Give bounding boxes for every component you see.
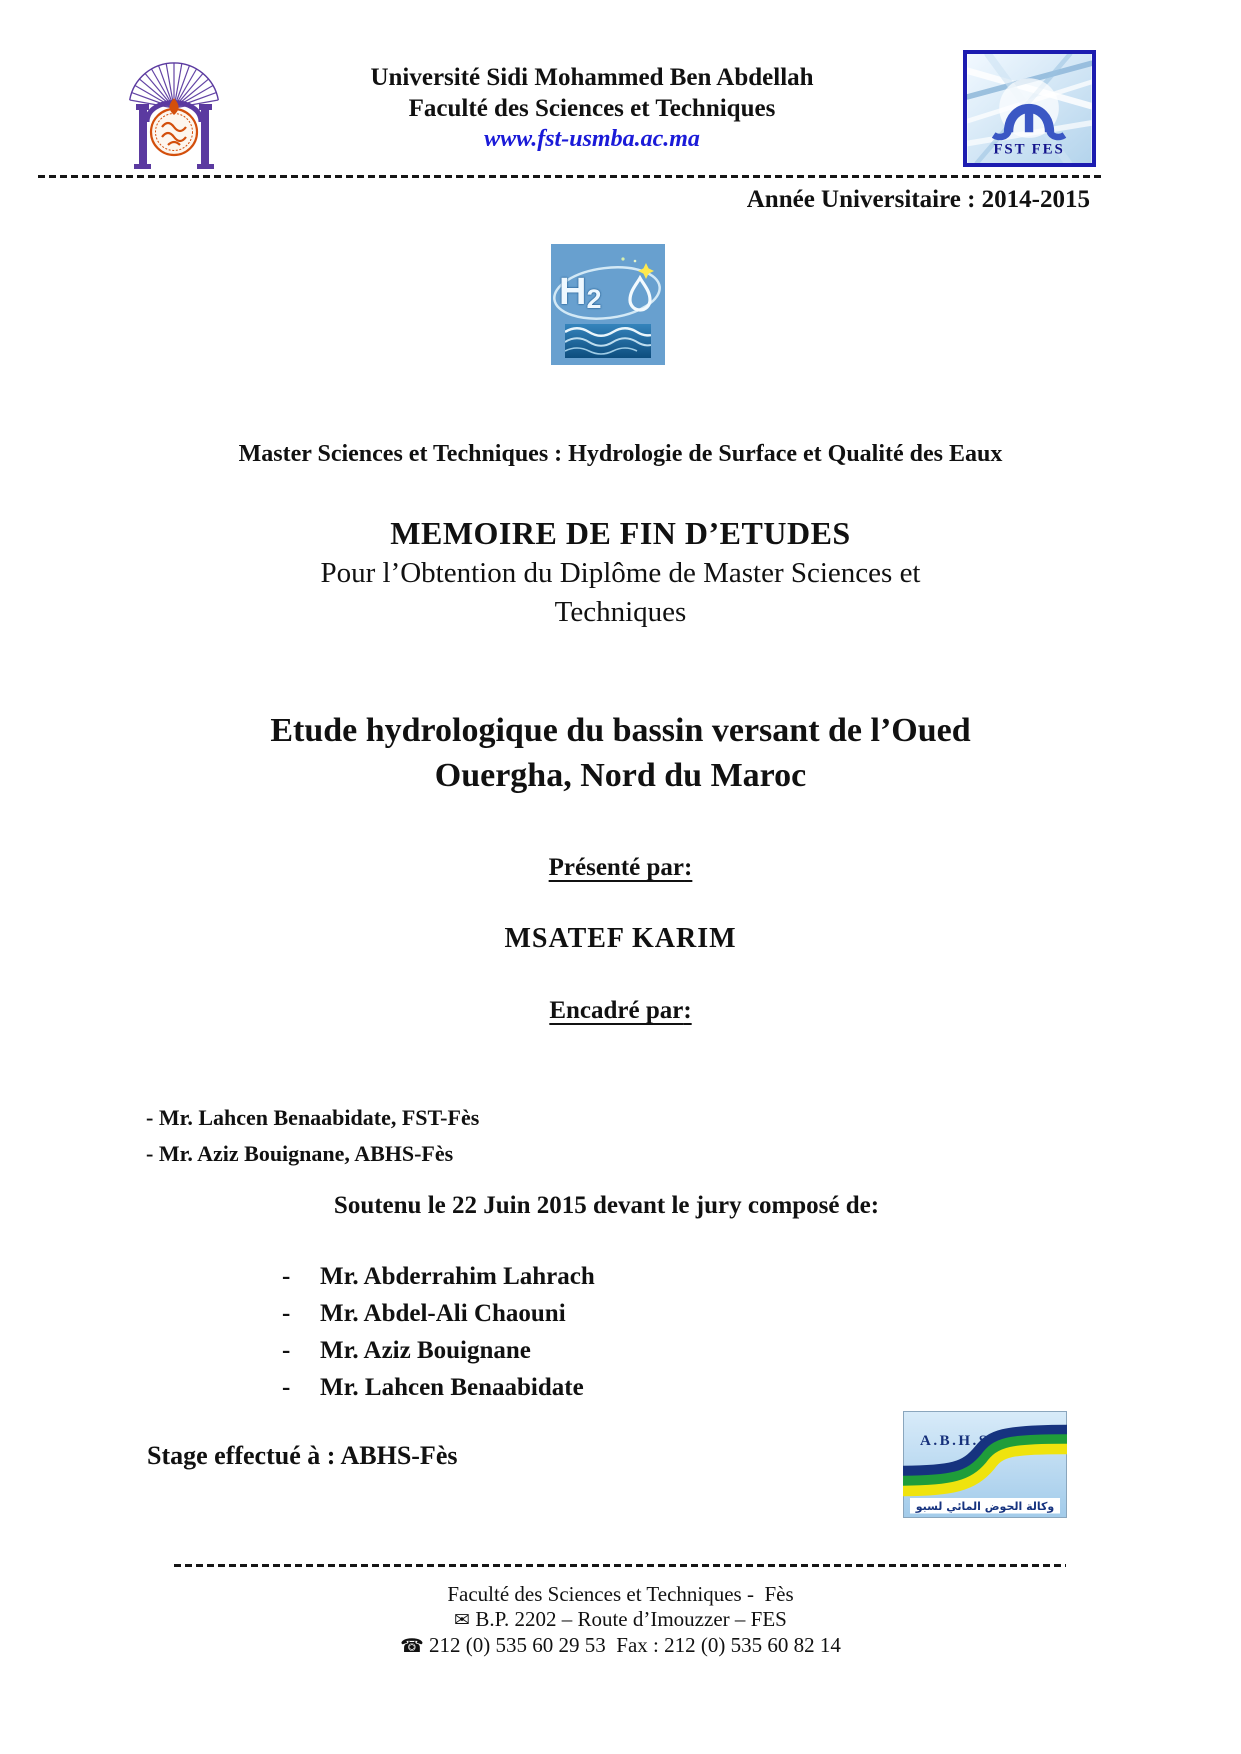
program-title: Master Sciences et Techniques : Hydrologie de Surface et Qualité des Eaux bbox=[238, 441, 1003, 467]
faculty-name: Faculté des Sciences et Techniques bbox=[408, 95, 776, 122]
academic-year: Année Universitaire : 2014-2015 bbox=[746, 186, 1090, 213]
header-identity-block bbox=[222, 62, 962, 155]
jury-item bbox=[282, 1258, 595, 1295]
jury-bullet: - bbox=[282, 1374, 291, 1401]
jury-bullet: - bbox=[282, 1337, 291, 1364]
jury-bullet: - bbox=[282, 1300, 291, 1327]
abhs-acronym: A.B.H.S bbox=[920, 1433, 990, 1449]
footer-address-line: ✉ B.P. 2202 – Route d’Imouzzer – FES bbox=[454, 1607, 787, 1631]
memoire-subtitle-line1: Pour l’Obtention du Diplôme de Master Sciences et bbox=[320, 557, 921, 589]
supervisor-item: - Mr. Aziz Bouignane, ABHS-Fès bbox=[146, 1141, 454, 1166]
internship-line: Stage effectué à : ABHS-Fès bbox=[147, 1441, 458, 1470]
jury-member-name: Mr. Abderrahim Lahrach bbox=[320, 1263, 595, 1290]
jury-item bbox=[282, 1295, 595, 1332]
footer-phone-line: ☎ 212 (0) 535 60 29 53 Fax : 212 (0) 535 60 82 14 bbox=[400, 1633, 841, 1657]
waves-icon bbox=[565, 324, 651, 358]
usmba-emblem-icon bbox=[126, 58, 222, 172]
abhs-logo-icon bbox=[903, 1411, 1067, 1518]
university-name: Université Sidi Mohammed Ben Abdellah bbox=[370, 64, 814, 91]
envelope-icon: ✉ bbox=[454, 1609, 471, 1631]
supervisor-list bbox=[146, 1100, 479, 1172]
thesis-title-line2: Ouergha, Nord du Maroc bbox=[434, 757, 807, 794]
supervisor-item: - Mr. Lahcen Benaabidate, FST-Fès bbox=[146, 1105, 480, 1130]
memoire-heading: MEMOIRE DE FIN D’ETUDES bbox=[390, 515, 851, 551]
footer-divider bbox=[174, 1564, 1066, 1567]
presented-by-label: Présenté par: bbox=[548, 854, 693, 881]
jury-bullet: - bbox=[282, 1263, 291, 1290]
jury-item bbox=[282, 1369, 595, 1406]
website-link[interactable]: www.fst-usmba.ac.ma bbox=[484, 126, 700, 152]
footer-faculty-line: Faculté des Sciences et Techniques - Fès bbox=[447, 1582, 794, 1606]
abhs-arabic-caption: وكالة الحوض المائي لسبو bbox=[915, 1500, 1055, 1513]
jury-list bbox=[282, 1258, 595, 1406]
jury-item bbox=[282, 1332, 595, 1369]
memoire-subtitle-line2: Techniques bbox=[554, 596, 687, 628]
thesis-title-line1: Etude hydrologique du bassin versant de l’Oued bbox=[270, 712, 971, 749]
footer-block bbox=[0, 1582, 1241, 1659]
jury-member-name: Mr. Aziz Bouignane bbox=[320, 1337, 531, 1364]
fst-fes-logo-icon bbox=[963, 50, 1096, 167]
fst-logo-caption: FST FES bbox=[993, 141, 1065, 158]
water-drop-icon bbox=[625, 275, 655, 313]
header-divider bbox=[38, 175, 1104, 178]
phone-icon: ☎ bbox=[400, 1635, 424, 1657]
author-name: MSATEF KARIM bbox=[504, 923, 737, 954]
jury-member-name: Mr. Abdel-Ali Chaouni bbox=[320, 1300, 566, 1327]
supervised-by-label: Encadré par: bbox=[549, 997, 692, 1024]
defense-intro: Soutenu le 22 Juin 2015 devant le jury composé de: bbox=[333, 1192, 880, 1219]
h2o-formula: H2 bbox=[559, 270, 659, 318]
h2o-logo-icon bbox=[551, 244, 665, 365]
jury-member-name: Mr. Lahcen Benaabidate bbox=[320, 1374, 584, 1401]
